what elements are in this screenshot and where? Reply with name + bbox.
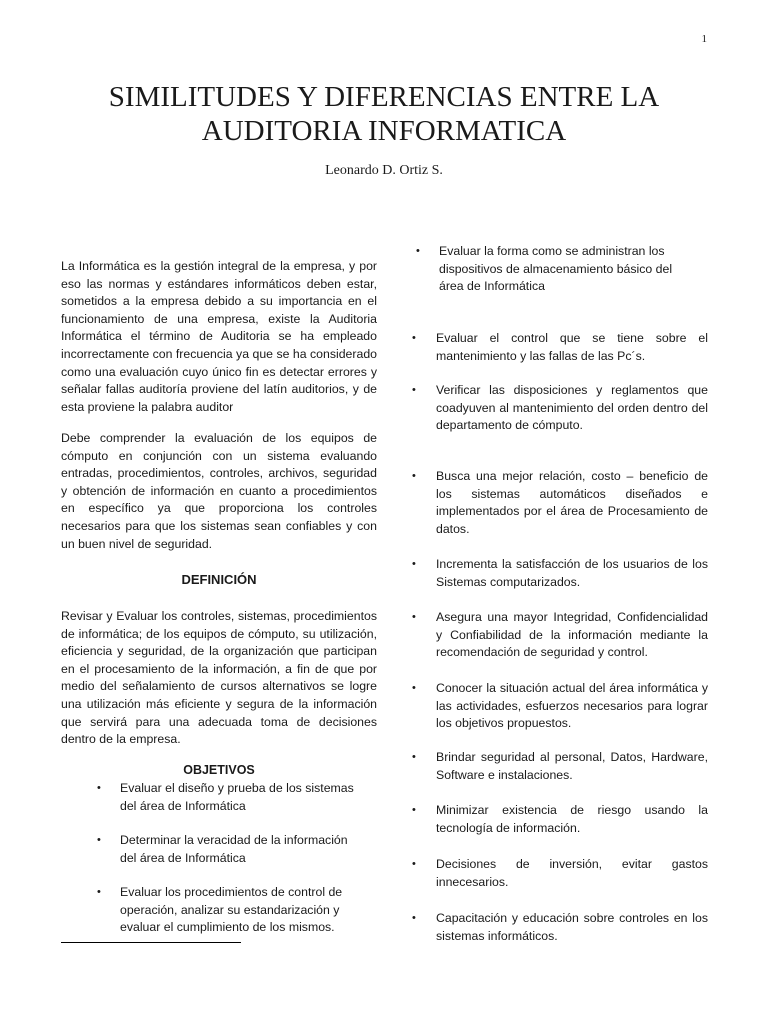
objective-text: Decisiones de inversión, evitar gastos innecesarios. — [436, 857, 708, 889]
page-number: 1 — [701, 33, 707, 45]
bullet-icon: • — [412, 912, 416, 924]
objective-item — [412, 856, 708, 891]
objective-item — [61, 780, 377, 815]
objective-item — [61, 884, 377, 937]
bullet-icon: • — [412, 611, 416, 623]
bullet-icon: • — [97, 782, 101, 794]
objective-item — [412, 749, 708, 784]
intro-paragraph-1: La Informática es la gestión integral de la empresa, y por eso las normas y estándares informáticos deben estar, sometidos a la empresa debido a su importancia en el funcionamiento de una empresa, existe la Auditoria Informática el término de Auditoria se ha empleado incorrectamente con frecuencia ya que se ha considerado como una evaluación cuyo único fin es detectar errores y señalar fallas auditoría proviene del latín auditorios, y de esta proviene la palabra auditor — [61, 259, 377, 414]
bullet-icon: • — [412, 682, 416, 694]
objective-item — [412, 330, 708, 365]
objective-item — [61, 832, 377, 867]
objective-text: Evaluar los procedimientos de control de operación, analizar su estandarización y evaluar el cumplimiento de los mismos. — [120, 885, 343, 935]
footnote-separator — [61, 942, 241, 943]
bullet-icon: • — [97, 886, 101, 898]
definition-heading: DEFINICIÓN — [181, 572, 257, 587]
objective-item — [412, 910, 708, 945]
objective-item — [412, 609, 708, 662]
objective-item — [412, 680, 708, 733]
objective-text: Asegura una mayor Integridad, Confidencialidad y Confiabilidad de la información mediante la recomendación de seguridad y control. — [436, 610, 708, 660]
bullet-icon: • — [416, 245, 420, 257]
objective-text: Brindar seguridad al personal, Datos, Hardware, Software e instalaciones. — [436, 750, 708, 782]
objective-text: Minimizar existencia de riesgo usando la tecnología de información. — [436, 803, 708, 835]
objective-text: Capacitación y educación sobre controles en los sistemas informáticos. — [436, 911, 708, 943]
bullet-icon: • — [412, 858, 416, 870]
objective-text: Determinar la veracidad de la información del área de Informática — [120, 833, 348, 865]
bullet-icon: • — [412, 470, 416, 482]
definition-paragraph: Revisar y Evaluar los controles, sistemas, procedimientos de informática; de los equipos de cómputo, su utilización, eficiencia y seguridad, de la organización que participan en el procesamiento de la información, a fin de que por medio del señalamiento de cursos alternativos se logre una utilización más eficiente y segura de la información que servirá para una adecuada toma de decisiones dentro de la empresa. — [61, 609, 377, 747]
objective-item — [412, 468, 708, 538]
objective-text: Incrementa la satisfacción de los usuarios de los Sistemas computarizados. — [436, 557, 708, 589]
bullet-icon: • — [412, 751, 416, 763]
bullet-icon: • — [412, 558, 416, 570]
objectives-heading: OBJETIVOS — [183, 763, 255, 777]
document-title: SIMILITUDES Y DIFERENCIAS ENTRE LA AUDITORIA INFORMATICA — [108, 81, 660, 147]
objective-text: Evaluar el control que se tiene sobre el mantenimiento y las fallas de las Pc´s. — [436, 331, 708, 363]
objective-text: Conocer la situación actual del área informática y las actividades, esfuerzos necesarios para lograr los objetivos propuestos. — [436, 681, 708, 731]
intro-paragraph-2: Debe comprender la evaluación de los equipos de cómputo en conjunción con un sistema evaluando entradas, procedimientos, controles, archivos, seguridad y obtención de información en cuanto a procedimientos en específico ya que proporciona los controles necesarios para que los sistemas sean confiables y con un buen nivel de seguridad. — [61, 431, 377, 551]
objective-text: Evaluar la forma como se administran los dispositivos de almacenamiento básico del área de Informática — [439, 244, 673, 294]
author-name: Leonardo D. Ortiz S. — [325, 163, 443, 178]
objective-text: Evaluar el diseño y prueba de los sistemas del área de Informática — [120, 781, 354, 813]
bullet-icon: • — [412, 384, 416, 396]
bullet-icon: • — [412, 332, 416, 344]
bullet-icon: • — [97, 834, 101, 846]
objective-item — [412, 243, 708, 296]
objective-text: Busca una mejor relación, costo – beneficio de los sistemas automáticos diseñados e implementados por el área de Procesamiento de datos. — [436, 469, 708, 536]
objective-text: Verificar las disposiciones y reglamentos que coadyuven al mantenimiento del orden dentro del departamento de cómputo. — [436, 383, 708, 433]
objective-item — [412, 802, 708, 837]
bullet-icon: • — [412, 804, 416, 816]
objective-item — [412, 382, 708, 435]
objective-item — [412, 556, 708, 591]
